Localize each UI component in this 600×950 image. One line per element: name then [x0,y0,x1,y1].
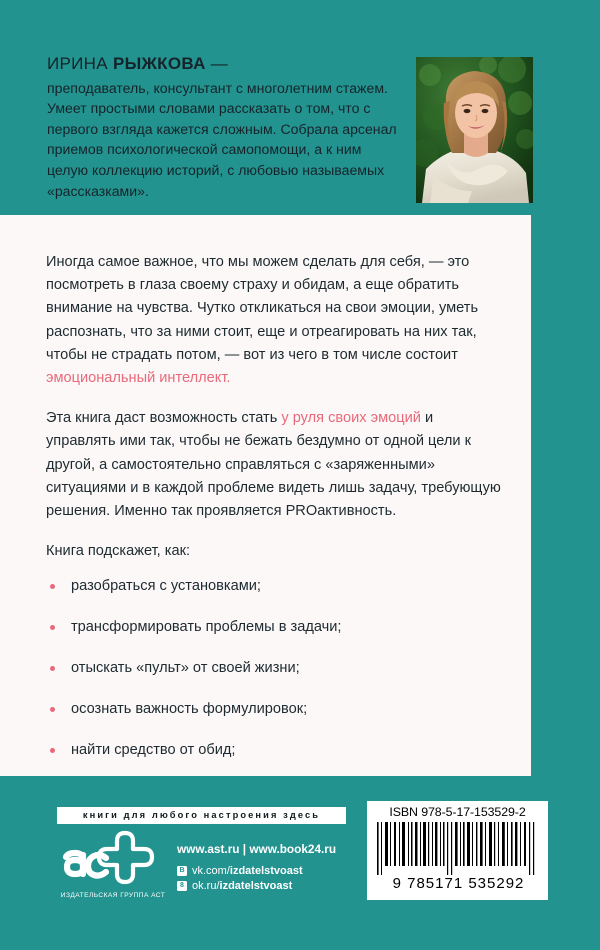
author-photo [416,57,533,203]
website-links[interactable]: www.ast.ru | www.book24.ru [177,842,337,856]
list-item [46,576,501,597]
barcode-bars-icon [375,822,540,875]
social-link-ok[interactable] [177,880,336,892]
list-item-label: отыскать «пульт» от своей жизни; [71,660,300,677]
bullet-dot-icon [50,707,55,712]
ok-icon: 8 [177,881,187,891]
author-portrait-illustration [416,57,533,203]
vk-icon: B [177,866,187,876]
list-heading: Книга подскажет, как: [46,543,191,560]
publisher-logo [58,830,168,899]
paragraph-2-text-a: Эта книга даст возможность стать [46,410,282,427]
barcode-graphic [374,822,541,875]
main-content-panel [0,215,531,776]
paragraph-1-text: Иногда самое важное, что мы можем сделать для себя, — это посмотреть в глаза своему страху и обидам, а еще обратить внимание на чувства. Чутко откликаться на свои эмоции, уметь распознать, что за ними стоит, еще и отреагировать на них так, чтобы не страдать потом, — вот из чего в том числе состоит [46,254,479,363]
list-item-label: разобраться с установками; [71,578,261,595]
social-link-vk[interactable] [177,865,336,877]
list-item-label: осознать важность формулировок; [71,701,308,718]
vk-prefix: vk.com/ [192,865,230,877]
publisher-caption: ИЗДАТЕЛЬСКАЯ ГРУППА АСТ [60,892,166,899]
footer-band [0,776,600,950]
ok-handle: izdatelstvoast [219,880,293,892]
main-content-inner [46,251,501,864]
barcode-panel [367,801,548,900]
barcode-digits: 9 785171 535292 [392,875,525,892]
vk-handle: izdatelstvoast [229,865,303,877]
bullet-dot-icon [50,625,55,630]
paragraph-2 [46,407,501,523]
social-link-vk-label [192,865,303,877]
list-item [46,740,501,761]
publisher-links [177,842,336,895]
ast-logo-icon [58,830,168,886]
bullet-dot-icon [50,584,55,589]
author-first-name: ИРИНА [47,54,108,73]
list-item [46,699,501,720]
social-link-ok-label [192,880,292,892]
list-item [46,617,501,638]
bullet-dot-icon [50,748,55,753]
list-item [46,658,501,679]
list-item-label: найти средство от обид; [71,742,236,759]
author-name-dash: — [210,54,229,73]
author-intro [47,54,402,201]
isbn-label: ISBN 978-5-17-153529-2 [389,805,526,819]
bullet-dot-icon [50,666,55,671]
author-bio: преподаватель, консультант с многолетним стажем. Умеет простыми словами рассказать о том, что с первого взгляда кажется сложным. Собрала арсенал приемов психологической самопомощи, а к ним целую коллекцию историй, с любовью называемых «рассказками». [47,79,397,199]
paragraph-1 [46,251,501,390]
ok-prefix: ok.ru/ [192,880,220,892]
paragraph-2-text-b: и управлять ими так, чтобы не бежать бездумно от одной цели к другой, а самостоятельно справляться с «заряженными» ситуациями и в каждой проблеме видеть лишь задачу, требующую решения. Именно так проявляется PROактивность. [46,410,501,520]
paragraph-1-accent: эмоциональный интеллект. [46,370,231,387]
author-last-name: РЫЖКОВА [112,54,206,73]
list-item-label: трансформировать проблемы в задачи; [71,619,342,636]
header-band [0,0,600,215]
paragraph-2-accent: у руля своих эмоций [281,410,421,427]
author-name-line [47,54,402,75]
publisher-tagline: книги для любого настроения здесь [57,807,346,824]
